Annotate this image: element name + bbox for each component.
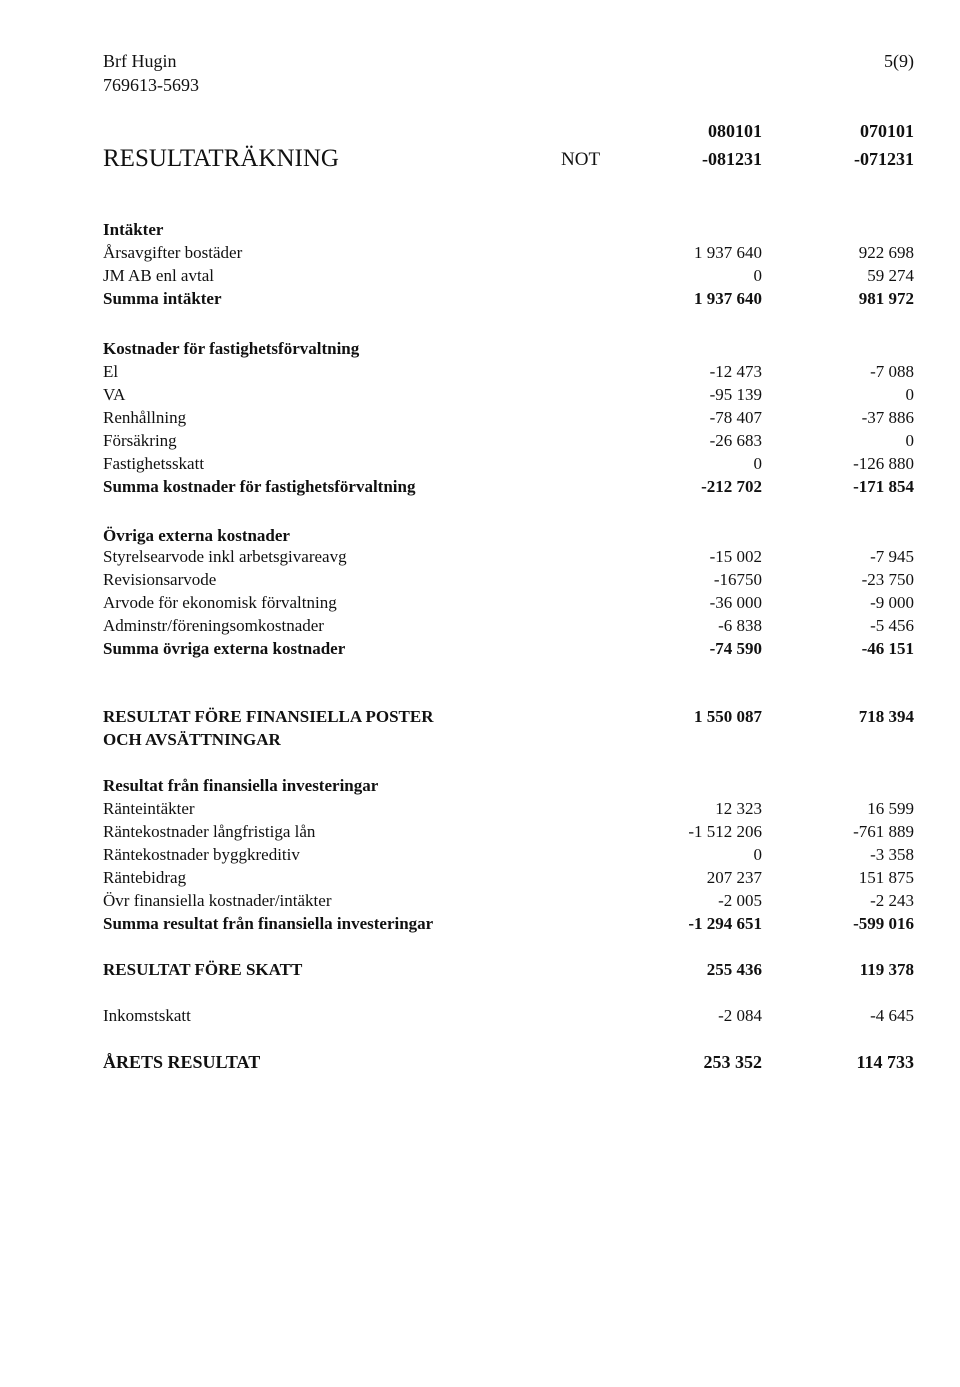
row-value-current: -6 838 (718, 616, 762, 635)
total-value-current: -74 590 (709, 639, 762, 658)
row-value-previous: 151 875 (858, 868, 914, 887)
section-heading-ovriga: Övriga externa kostnader (103, 526, 290, 545)
row-value-previous: -7 088 (870, 362, 914, 381)
row-value-current: 207 237 (706, 868, 762, 887)
total-value-current: -212 702 (701, 477, 762, 496)
section-heading-finansiella: Resultat från finansiella investeringar (103, 776, 379, 795)
row-label: Räntebidrag (103, 868, 187, 887)
previous-period-start: 070101 (860, 121, 914, 141)
result-before-tax-current: 255 436 (706, 960, 762, 979)
total-label: Summa kostnader för fastighetsförvaltning (103, 477, 416, 496)
row-value-previous: 16 599 (867, 799, 914, 818)
row-value-current: -15 002 (709, 547, 762, 566)
row-value-previous: 59 274 (867, 266, 914, 285)
organization-name: Brf Hugin (103, 51, 177, 71)
income-tax-label: Inkomstskatt (103, 1006, 191, 1025)
row-label: Fastighetsskatt (103, 454, 205, 473)
row-value-previous: 0 (905, 385, 914, 404)
total-value-previous: -599 016 (853, 914, 914, 933)
result-value-previous: 718 394 (858, 707, 914, 726)
row-value-current: 0 (753, 454, 762, 473)
row-value-current: -78 407 (709, 408, 762, 427)
row-value-current: -1 512 206 (688, 822, 762, 841)
row-value-previous: 0 (905, 431, 914, 450)
total-label: Summa intäkter (103, 289, 222, 308)
row-value-current: -16750 (713, 570, 762, 589)
section-heading-fastighet: Kostnader för fastighetsförvaltning (103, 339, 360, 358)
row-value-previous: -5 456 (870, 616, 914, 635)
current-period-start: 080101 (708, 121, 762, 141)
row-value-current: -95 139 (709, 385, 762, 404)
current-period-end: -081231 (702, 149, 762, 169)
total-value-current: 1 937 640 (694, 289, 762, 308)
result-value-current: 1 550 087 (694, 707, 762, 726)
row-label: Styrelsearvode inkl arbetsgivareavg (103, 547, 347, 566)
row-value-current: 12 323 (715, 799, 762, 818)
row-label: Revisionsarvode (103, 570, 217, 589)
row-label: Arvode för ekonomisk förvaltning (103, 593, 337, 612)
row-label: Årsavgifter bostäder (103, 243, 243, 262)
previous-period-end: -071231 (854, 149, 914, 169)
organization-number: 769613-5693 (103, 75, 199, 95)
row-label: Räntekostnader byggkreditiv (103, 845, 300, 864)
total-label: Summa övriga externa kostnader (103, 639, 346, 658)
row-value-previous: -126 880 (853, 454, 914, 473)
row-value-current: 0 (753, 845, 762, 864)
result-label-line2: OCH AVSÄTTNINGAR (103, 730, 281, 749)
income-tax-current: -2 084 (718, 1006, 762, 1025)
result-before-tax-label: RESULTAT FÖRE SKATT (103, 960, 303, 979)
row-label: Räntekostnader långfristiga lån (103, 822, 316, 841)
row-label: Renhållning (103, 408, 187, 427)
row-value-previous: 922 698 (858, 243, 914, 262)
result-label-line1: RESULTAT FÖRE FINANSIELLA POSTER (103, 707, 434, 726)
row-value-previous: -761 889 (853, 822, 914, 841)
row-value-previous: -7 945 (870, 547, 914, 566)
row-label: Övr finansiella kostnader/intäkter (103, 891, 332, 910)
year-result-current: 253 352 (703, 1052, 762, 1072)
total-label: Summa resultat från finansiella investeringar (103, 914, 434, 933)
row-value-current: -36 000 (709, 593, 762, 612)
year-result-previous: 114 733 (856, 1052, 914, 1072)
total-value-previous: 981 972 (858, 289, 914, 308)
total-value-previous: -46 151 (861, 639, 914, 658)
row-label: Försäkring (103, 431, 177, 450)
row-label: JM AB enl avtal (103, 266, 214, 285)
row-value-current: -12 473 (709, 362, 762, 381)
page-title: RESULTATRÄKNING (103, 145, 339, 172)
page-number: 5(9) (884, 51, 914, 71)
row-value-previous: -37 886 (861, 408, 914, 427)
income-tax-previous: -4 645 (870, 1006, 914, 1025)
row-label: VA (103, 385, 126, 404)
row-label: Adminstr/föreningsomkostnader (103, 616, 324, 635)
year-result-label: ÅRETS RESULTAT (103, 1052, 261, 1072)
row-value-previous: -2 243 (870, 891, 914, 910)
row-value-current: -26 683 (709, 431, 762, 450)
row-label: Ränteintäkter (103, 799, 195, 818)
row-value-current: 1 937 640 (694, 243, 762, 262)
not-column-label: NOT (561, 149, 601, 170)
row-value-current: -2 005 (718, 891, 762, 910)
result-before-tax-previous: 119 378 (859, 960, 914, 979)
row-value-current: 0 (753, 266, 762, 285)
row-label: El (103, 362, 119, 381)
section-heading-intakter: Intäkter (103, 220, 164, 239)
total-value-previous: -171 854 (853, 477, 914, 496)
total-value-current: -1 294 651 (688, 914, 762, 933)
row-value-previous: -9 000 (870, 593, 914, 612)
row-value-previous: -23 750 (861, 570, 914, 589)
row-value-previous: -3 358 (870, 845, 914, 864)
